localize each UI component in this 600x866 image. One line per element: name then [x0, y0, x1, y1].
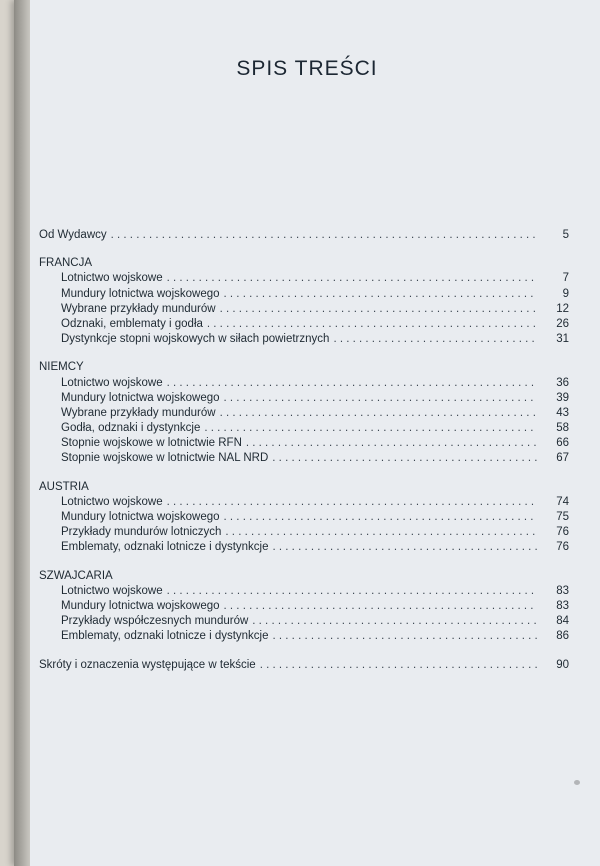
- dot-leader: [224, 391, 537, 406]
- toc-entry-page: 36: [556, 376, 569, 389]
- dot-leader: [224, 510, 537, 525]
- toc-entry-page: 76: [556, 526, 569, 539]
- toc-entry-label: Wybrane przykłady mundurów: [61, 406, 216, 419]
- toc-entry: [39, 332, 569, 347]
- toc-entry-page: 39: [556, 391, 569, 404]
- toc-entry-label: Mundury lotnictwa wojskowego: [61, 287, 220, 300]
- dot-leader: [273, 629, 537, 644]
- toc-entry-label: Od Wydawcy: [39, 229, 107, 241]
- dot-leader: [225, 525, 537, 540]
- dot-leader: [246, 436, 537, 451]
- toc-entry-page: 66: [556, 437, 569, 450]
- toc-entry: [39, 287, 569, 302]
- toc-entry-label: Mundury lotnictwa wojskowego: [61, 391, 220, 404]
- toc-entry-label: Mundury lotnictwa wojskowego: [61, 599, 220, 612]
- toc-entry-page: 75: [556, 511, 569, 523]
- toc-entry: [39, 391, 569, 406]
- toc-entry-outro: [39, 658, 569, 673]
- table-of-contents: [39, 228, 569, 673]
- toc-entry-page: 58: [556, 422, 569, 435]
- dot-leader: [224, 287, 537, 302]
- toc-section-szwajcaria: [39, 569, 569, 645]
- dot-leader: [207, 317, 537, 332]
- toc-entry-label: Wybrane przykłady mundurów: [61, 302, 216, 315]
- section-heading: FRANCJA: [39, 257, 93, 270]
- toc-entry-page: 7: [562, 272, 569, 285]
- toc-entry-page: 26: [556, 317, 569, 330]
- toc-entry: [39, 629, 569, 644]
- toc-entry-page: 67: [556, 452, 569, 465]
- toc-entry: [39, 302, 569, 317]
- dot-leader: [167, 376, 537, 391]
- toc-entry-page: 74: [556, 495, 569, 508]
- dot-leader: [167, 584, 537, 599]
- toc-entry-label: Skróty i oznaczenia występujące w tekście: [39, 658, 256, 671]
- toc-entry-label: Emblematy, odznaki lotnicze i dystynkcje: [61, 630, 269, 643]
- dot-leader: [260, 658, 537, 673]
- toc-section-francja: [39, 256, 569, 347]
- toc-entry: [39, 510, 569, 525]
- toc-entry: [39, 525, 569, 540]
- dot-leader: [252, 614, 537, 629]
- paper-mark: [574, 780, 580, 785]
- toc-entry-label: Przykłady mundurów lotniczych: [61, 526, 222, 539]
- toc-entry: [39, 540, 569, 555]
- toc-entry-page: 83: [556, 584, 569, 597]
- section-heading: AUSTRIA: [39, 480, 89, 493]
- toc-entry: [39, 406, 569, 421]
- dot-leader: [273, 540, 537, 555]
- dot-leader: [220, 302, 537, 317]
- dot-leader: [167, 495, 537, 510]
- toc-entry: [39, 271, 569, 286]
- toc-entry: [39, 317, 569, 332]
- toc-entry-label: Odznaki, emblematy i godła: [61, 317, 203, 330]
- toc-section-austria: [39, 480, 569, 556]
- toc-entry-label: Dystynkcje stopni wojskowych w siłach powietrznych: [61, 333, 330, 346]
- toc-entry-page: 12: [556, 302, 569, 315]
- section-heading: NIEMCY: [39, 361, 84, 374]
- toc-entry-page: 5: [562, 229, 569, 241]
- toc-entry-page: 84: [556, 615, 569, 628]
- toc-section-niemcy: [39, 360, 569, 466]
- dot-leader: [220, 406, 537, 421]
- dot-leader: [111, 228, 537, 243]
- toc-entry-page: 83: [556, 599, 569, 612]
- toc-entry: [39, 584, 569, 599]
- dot-leader: [204, 421, 537, 436]
- page-title: SPIS TREŚCI: [236, 57, 378, 80]
- toc-entry-page: 43: [556, 406, 569, 419]
- toc-entry-page: 86: [556, 630, 569, 643]
- toc-entry-label: Lotnictwo wojskowe: [61, 376, 163, 389]
- toc-entry-label: Przykłady współczesnych mundurów: [61, 615, 249, 628]
- dot-leader: [333, 332, 537, 347]
- toc-entry: [39, 451, 569, 466]
- toc-entry-page: 90: [556, 658, 569, 671]
- toc-entry-page: 31: [556, 333, 569, 346]
- toc-entry: [39, 495, 569, 510]
- toc-entry: [39, 614, 569, 629]
- toc-entry-label: Emblematy, odznaki lotnicze i dystynkcje: [61, 541, 269, 554]
- dot-leader: [167, 271, 537, 286]
- toc-entry-intro: [39, 228, 569, 243]
- toc-entry-label: Lotnictwo wojskowe: [61, 495, 163, 508]
- toc-entry-label: Godła, odznaki i dystynkcje: [61, 422, 201, 435]
- section-heading: SZWAJCARIA: [39, 569, 113, 582]
- toc-entry-label: Lotnictwo wojskowe: [61, 584, 163, 597]
- toc-entry-label: Lotnictwo wojskowe: [61, 272, 163, 285]
- dot-leader: [224, 599, 537, 614]
- toc-entry: [39, 599, 569, 614]
- toc-entry-page: 9: [562, 287, 569, 300]
- dot-leader: [272, 451, 537, 466]
- toc-entry-label: Stopnie wojskowe w lotnictwie RFN: [61, 437, 242, 450]
- toc-entry: [39, 376, 569, 391]
- toc-entry: [39, 436, 569, 451]
- page-binding: [14, 0, 30, 866]
- toc-entry-label: Stopnie wojskowe w lotnictwie NAL NRD: [61, 452, 269, 465]
- book-page: [14, 0, 600, 866]
- toc-entry-page: 76: [556, 541, 569, 554]
- toc-entry-label: Mundury lotnictwa wojskowego: [61, 511, 220, 523]
- toc-entry: [39, 421, 569, 436]
